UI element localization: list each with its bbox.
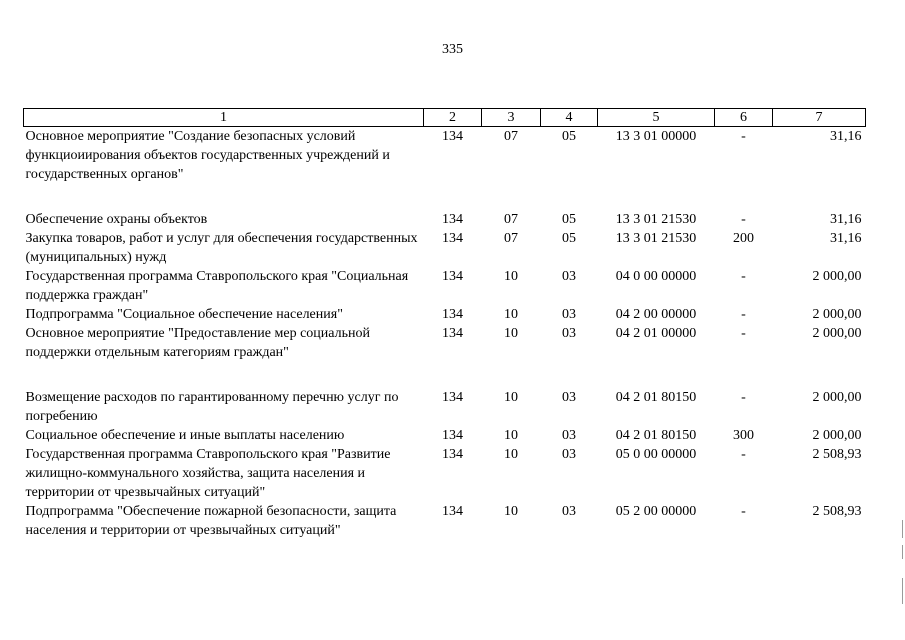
scan-edge-mark (902, 578, 903, 604)
cell-section: 07 (504, 212, 518, 227)
cell-section: 10 (504, 269, 518, 284)
cell-expense-type: 300 (733, 428, 754, 443)
table-row (24, 324, 866, 388)
row-name: Подпрограмма "Социальное обеспечение населения" (25, 307, 343, 322)
row-name: Закупка товаров, работ и услуг для обеспечения государственных (муниципальных) нужд (25, 231, 418, 265)
column-header: 5 (598, 109, 715, 127)
scan-edge-mark (902, 520, 903, 538)
cell-admin-code: 134 (442, 269, 463, 284)
column-header: 6 (715, 109, 773, 127)
cell-target-article: 04 0 00 00000 (615, 269, 697, 284)
cell-amount: 2 000,00 (812, 428, 862, 443)
scan-edge-mark (902, 545, 903, 559)
table-row (24, 267, 866, 305)
cell-target-article: 13 3 01 21530 (615, 231, 697, 246)
cell-amount: 2 508,93 (812, 504, 862, 519)
cell-subsection: 05 (562, 231, 576, 246)
table-row (24, 229, 866, 267)
row-name: Обеспечение охраны объектов (25, 212, 208, 227)
cell-subsection: 03 (562, 447, 576, 462)
table-row (24, 127, 866, 211)
cell-admin-code: 134 (442, 129, 463, 144)
cell-subsection: 05 (562, 129, 576, 144)
table-header-row (24, 109, 866, 127)
table-row (24, 388, 866, 426)
cell-admin-code: 134 (442, 447, 463, 462)
cell-target-article: 13 3 01 00000 (615, 129, 697, 144)
cell-amount: 31,16 (830, 231, 862, 246)
cell-target-article: 04 2 01 80150 (615, 428, 697, 443)
cell-section: 07 (504, 129, 518, 144)
cell-amount: 2 000,00 (812, 307, 862, 322)
column-header: 7 (773, 109, 866, 127)
cell-target-article: 04 2 01 80150 (615, 390, 697, 405)
cell-admin-code: 134 (442, 326, 463, 341)
cell-admin-code: 134 (442, 231, 463, 246)
cell-expense-type: - (741, 269, 746, 284)
cell-amount: 2 000,00 (812, 269, 862, 284)
cell-section: 10 (504, 326, 518, 341)
cell-target-article: 05 0 00 00000 (615, 447, 697, 462)
cell-subsection: 03 (562, 390, 576, 405)
row-name: Социальное обеспечение и иные выплаты населению (25, 428, 345, 443)
cell-section: 10 (504, 390, 518, 405)
cell-expense-type: - (741, 504, 746, 519)
cell-expense-type: - (741, 390, 746, 405)
cell-subsection: 03 (562, 504, 576, 519)
row-name: Основное мероприятие "Создание безопасных условий функциоиирования объектов государственных учреждений и государственных органов" (25, 129, 390, 182)
row-name: Основное мероприятие "Предоставление мер социальной поддержки отдельным категориям граждан" (25, 326, 370, 360)
row-name: Государственная программа Ставропольского края "Развитие жилищно-коммунального хозяйства, защита населения и территории от чрезвычайных ситуаций" (25, 447, 391, 500)
budget-table (23, 108, 866, 540)
cell-admin-code: 134 (442, 390, 463, 405)
cell-section: 10 (504, 307, 518, 322)
row-name: Возмещение расходов по гарантированному перечню услуг по погребению (25, 390, 399, 424)
cell-target-article: 04 2 01 00000 (615, 326, 697, 341)
cell-expense-type: - (741, 447, 746, 462)
column-header: 2 (424, 109, 482, 127)
cell-amount: 2 000,00 (812, 326, 862, 341)
cell-admin-code: 134 (442, 307, 463, 322)
cell-amount: 2 508,93 (812, 447, 862, 462)
column-header: 3 (482, 109, 541, 127)
cell-expense-type: - (741, 129, 746, 144)
cell-admin-code: 134 (442, 428, 463, 443)
column-header: 4 (541, 109, 598, 127)
row-name: Государственная программа Ставропольского края "Социальная поддержка граждан" (25, 269, 409, 303)
cell-subsection: 03 (562, 326, 576, 341)
page-number: 335 (442, 42, 463, 57)
cell-expense-type: 200 (733, 231, 754, 246)
cell-section: 10 (504, 504, 518, 519)
cell-admin-code: 134 (442, 504, 463, 519)
row-name: Подпрограмма "Обеспечение пожарной безопасности, защита населения и территории от чрезвычайных ситуаций" (25, 504, 397, 538)
column-header: 1 (24, 109, 424, 127)
table-row (24, 445, 866, 502)
cell-subsection: 03 (562, 269, 576, 284)
table-row (24, 502, 866, 540)
cell-amount: 2 000,00 (812, 390, 862, 405)
cell-section: 07 (504, 231, 518, 246)
cell-amount: 31,16 (830, 212, 862, 227)
cell-expense-type: - (741, 307, 746, 322)
cell-section: 10 (504, 447, 518, 462)
cell-amount: 31,16 (830, 129, 862, 144)
cell-section: 10 (504, 428, 518, 443)
cell-subsection: 03 (562, 307, 576, 322)
cell-target-article: 05 2 00 00000 (615, 504, 697, 519)
cell-target-article: 13 3 01 21530 (615, 212, 697, 227)
cell-target-article: 04 2 00 00000 (615, 307, 697, 322)
cell-subsection: 05 (562, 212, 576, 227)
table-row (24, 426, 866, 445)
cell-expense-type: - (741, 326, 746, 341)
cell-expense-type: - (741, 212, 746, 227)
cell-subsection: 03 (562, 428, 576, 443)
table-row (24, 305, 866, 324)
cell-admin-code: 134 (442, 212, 463, 227)
table-row (24, 210, 866, 229)
